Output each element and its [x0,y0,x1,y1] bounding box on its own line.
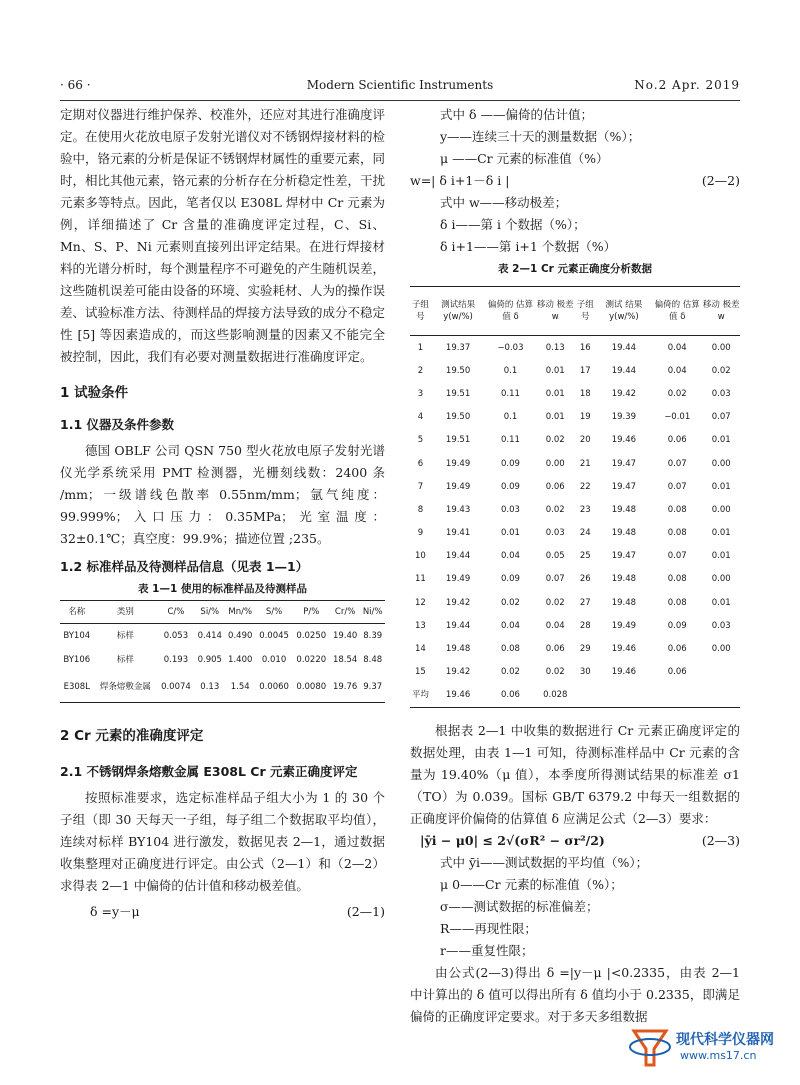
table-cell: 19.42 [445,597,471,608]
table-header-cell: 名称 [60,601,94,624]
table-cell: 19.42 [611,388,637,399]
table-cell: 9.37 [360,672,385,703]
table-cell: 8.39 [363,631,383,641]
table-cell: 2 [417,365,424,376]
table-cell: 0.03 [545,528,565,539]
table-cell: 0.08 [667,597,687,608]
table-cell: 0.09 [501,481,520,492]
table-cell: 0.03 [711,388,731,399]
intro-paragraph: 定期对仪器进行维护保养、校准外，还应对其进行准确度评定。在使用火花放电原子发射光谱仪对不锈钢焊接材料的检验中，铬元素的分析是保证不锈钢焊材属性的重要元素，同时，相比其他元素，铬元素的分析存在分析稳定性差，干扰元素多等特点。因此，笔者仅以 E308L 焊材中 Cr 元素为例，详细描述了 Cr 含量的准确度评定过程，C、Si、Mn、S、P、Ni 元素则直接列出评定结果。在进行焊接材料的光谱分析时，每个测量程序不可避免的产生随机误差，这些随机误差可能由设备的环境、实验耗材、人为的操作误差、试验标准方法、待测样品的焊接方法导致的成分不稳定性 [5] 等因素造成的，而这些影响测量的因素又不能完全被控制，因此，我们有必要对测量数据进行准确度评定。 [60,107,386,364]
table-caption: 表 1—1 使用的标准样品及待测样品 [138,583,307,595]
table-cell [575,684,596,708]
table-cell: 0.01 [545,365,565,376]
table-cell: 13 [414,620,426,631]
watermark-url: www.ms17.cn [680,1049,757,1062]
table-cell: 19.41 [445,528,471,539]
table-cell: 15 [414,667,426,678]
definition: μ 0——Cr 元素的标准值（%）； [440,877,623,892]
table-header-cell: 移动 极差 w [536,287,575,336]
table-cell: 0.07 [667,481,687,492]
table-cell: 19.47 [611,481,637,492]
definition: 式中 ȳi——测试数据的平均值（%）； [440,855,649,870]
table-row [410,568,740,591]
table-cell: 0.00 [711,574,731,585]
table-cell: 0.193 [163,655,189,665]
table-cell: 28 [579,620,591,631]
table-row [410,661,740,684]
table-cell: 1 [417,342,424,353]
table-cell: 19.44 [611,342,637,353]
equation [410,170,740,192]
table-row [410,475,740,498]
table-cell: BY104 [63,631,91,641]
table-cell: 25 [579,551,591,562]
table-cell: 18 [579,388,591,399]
table-row [410,429,740,452]
definition: δ i+1——第 i+1 个数据（%） [440,239,617,254]
table-cell: 0.02 [545,504,565,515]
definition: σ——测试数据的标准偏差； [440,899,599,914]
table-cell: 0.0220 [296,655,327,665]
table-cell: E308L [60,672,94,703]
table-cell: 11 [414,574,426,585]
table-cell: 1.54 [225,672,255,703]
table-cell: −0.01 [664,412,691,423]
table-cell: 6 [417,458,424,469]
table-cell: 0.02 [545,435,565,446]
table-cell: 19.47 [611,458,637,469]
table-cell: 5 [417,435,424,446]
table-cell: 0.1 [503,365,518,376]
table-cell: 19.46 [611,435,637,446]
table-cell: 0.02 [711,365,731,376]
table-cell: 0.07 [667,551,687,562]
table-cell: 19.48 [611,597,637,608]
table-header-cell: C/% [157,601,194,624]
subsection-heading: 1.2 标准样品及待测样品信息（见表 1—1） [60,559,309,574]
table-cell: 0.06 [545,481,565,492]
instrument-paragraph: 德国 OBLF 公司 QSN 750 型火花放电原子发射光谱仪光学系统采用 PMT 检测器，光栅刻线数：2400 条 /mm；一级谱线色散率 0.55nm/mm；氩气纯度：99.999%；入口压力：0.35MPa；光室温度：32±0.1℃；真空度：99.9%；描迹位置 ;235。 [60,443,385,546]
table-row [410,336,740,360]
table-cell: 0.04 [667,365,687,376]
table-cell: 12 [414,597,426,608]
table-cell: 0.02 [501,597,520,608]
watermark-name: 现代科学仪器网 [676,1032,774,1048]
section-heading: 2 Cr 元素的准确度评定 [60,728,204,744]
table-cell: 7 [417,481,424,492]
table-cell: 0.00 [711,504,731,515]
table-cell: 19.37 [445,342,471,353]
table-cell: 19.49 [611,620,637,631]
table-cell: 0.04 [545,620,565,631]
table-cell: −0.03 [497,342,524,353]
table-cell: 19.42 [445,667,471,678]
table-cell: 29 [579,644,591,655]
table-cell: 16 [579,342,591,353]
table-cell: 19.48 [611,504,637,515]
method-paragraph: 按照标准要求，选定标准样品子组大小为 1 的 30 个子组（即 30 天每天一子组，每子组二个数据取平均值），连续对标样 BY104 进行激发，数据见表 2—1，通过数据收集整理对正确度进行评定。由公式（2—1）和（2—2）求得表 2—1 中偏倚的估计值和移动极差值。 [60,790,385,893]
table-row [60,672,385,703]
table-cell [596,684,652,708]
table-header-cell: 子组号 [575,287,596,336]
table-row [410,359,740,382]
cr-accuracy-table [410,286,740,708]
table-cell: 21 [579,458,591,469]
table-cell: 0.053 [163,631,189,641]
table-cell: 0.03 [501,504,520,515]
table-cell: 0.07 [667,458,687,469]
table-row [410,614,740,637]
table-row [410,406,740,429]
table-cell: 19.44 [445,620,471,631]
left-column [60,104,385,923]
standard-samples-table [60,600,385,703]
table-row [410,591,740,614]
subsection-heading: 1.1 仪器及条件参数 [60,417,174,432]
page-header [60,78,740,98]
equation [410,830,740,852]
equation-number: (2—2) [701,173,740,188]
definition: r——重复性限； [440,943,534,958]
table-cell: 0.0074 [157,672,194,703]
table-cell: 0.06 [545,644,565,655]
table-cell: 0.02 [545,667,565,678]
equation-text: δ =y－μ [90,904,140,919]
table-caption: 表 2—1 Cr 元素正确度分析数据 [498,263,652,275]
table-cell: 20 [579,435,591,446]
table-header-cell: 测试结果 y(w/%) [431,287,486,336]
table-cell: 19.51 [445,388,471,399]
table-cell: 19.51 [445,435,471,446]
table-cell [702,661,740,684]
table-cell: 9 [417,528,424,539]
table-row [410,452,740,475]
table-cell: 30 [579,667,591,678]
table-cell: 0.04 [501,551,520,562]
table-cell: 0.0045 [259,631,289,641]
table-cell: 0.03 [711,620,731,631]
table-cell: 0.028 [536,684,575,708]
table-cell: 0.01 [711,435,731,446]
table-cell: 0.490 [228,631,253,641]
table-cell: 0.00 [711,342,731,353]
table-header-cell: Ni/% [360,601,385,624]
table-header-cell: Mn/% [225,601,255,624]
table-row [410,382,740,405]
table-cell: 10 [414,551,426,562]
table-cell: 19 [579,412,591,423]
page-number: · 66 · [60,78,91,92]
table-cell: 0.08 [667,504,687,515]
evaluation-paragraph: 根据表 2—1 中收集的数据进行 Cr 元素正确度评定的数据处理，由表 1—1 可知，待测标准样品中 Cr 元素的含量为 19.40%（μ 值），本季度所得测试结果的标准差 σ1（TO）为 0.039。国标 GB/T 6379.2 中每天一组数据的正确度评价偏倚的估算值 δ 应满足公式（2—3）要求： [410,723,740,826]
table-cell: 0.01 [711,481,731,492]
table-cell: 0.010 [261,655,287,665]
table-cell: 0.02 [501,667,520,678]
right-column [410,104,740,1028]
equation-text: w=| δ i+1－δ i | [410,173,510,188]
table-cell: 19.46 [611,644,637,655]
table-cell: 焊条熔敷金属 [94,672,158,703]
definition: 式中 w——移动极差； [440,195,568,210]
table-row [410,545,740,568]
table-cell: 19.49 [445,458,471,469]
table-header-cell: P/% [293,601,330,624]
table-cell: 0.01 [711,551,731,562]
table-header-cell: 偏倚的 估算值 δ [485,287,535,336]
table-header-cell: 类别 [94,601,158,624]
table-cell: 14 [414,644,426,655]
definition: 式中 δ ——偏倚的估计值； [440,107,593,122]
funnel-logo-icon [626,1023,674,1071]
table-cell: 0.08 [667,528,687,539]
table-header-cell: S/% [255,601,292,624]
definition: δ i——第 i 个数据（%）； [440,217,586,232]
table-cell: 19.49 [445,481,471,492]
table-cell: 0.01 [545,388,565,399]
table-cell: 0.13 [545,342,565,353]
table-cell: 0.1 [503,412,518,423]
section-heading: 1 试验条件 [60,385,129,401]
table-cell: 0.00 [711,644,731,655]
equation [60,901,385,923]
table-cell: 0.13 [195,672,225,703]
table-cell: 19.46 [431,684,486,708]
table-cell: 8.48 [363,655,383,665]
table-cell: 0.02 [667,388,687,399]
table-cell: 0.00 [711,458,731,469]
table-cell: 22 [579,481,591,492]
table-cell: 0.06 [667,435,687,446]
table-cell: 19.44 [611,365,637,376]
table-cell: 标样 [116,631,134,641]
table-cell: 0.905 [197,655,222,665]
table-cell: 1.400 [228,655,253,665]
table-header-cell: 偏倚的 估算值 δ [652,287,702,336]
table-cell: 0.05 [545,551,565,562]
table-cell: 0.01 [545,412,565,423]
table-cell: 19.76 [330,672,360,703]
table-cell [702,684,740,708]
table-cell: 19.48 [445,644,471,655]
table-cell: 19.47 [611,551,637,562]
table-cell: 0.01 [711,597,731,608]
table-cell: 0.01 [711,528,731,539]
table-header-cell: 移动 极差 w [702,287,740,336]
table-cell: 17 [579,365,591,376]
table-header-cell: Cr/% [330,601,360,624]
journal-name: Modern Scientific Instruments [306,78,494,92]
table-row [410,684,740,708]
table-cell: 19.50 [445,412,471,423]
table-cell: 0.09 [501,458,520,469]
equation-text: |ȳi − μ0| ≤ 2√(σR² − σr²/2) [420,833,605,848]
equation-number: (2—3) [701,833,740,848]
table-cell: 19.39 [611,412,637,423]
table-row [60,624,385,649]
table-cell: 0.04 [667,342,687,353]
table-cell: 19.48 [611,528,637,539]
table-cell: 19.43 [445,504,471,515]
table-cell: 0.08 [501,644,520,655]
table-cell: 19.50 [445,365,471,376]
table-cell: 平均 [410,684,431,708]
definition: μ ——Cr 元素的标准值（%） [440,151,609,166]
table-cell: 0.11 [501,435,520,446]
table-cell: 0.08 [667,574,687,585]
definition: R——再现性限； [440,921,537,936]
table-cell: 0.06 [485,684,535,708]
table-header-cell: 子组号 [410,287,431,336]
table-cell: 19.40 [332,631,358,641]
subsection-heading: 2.1 不锈钢焊条熔敷金属 E308L Cr 元素正确度评定 [60,764,358,779]
table-cell: BY106 [63,655,91,665]
table-row [410,637,740,660]
table-cell: 19.48 [611,574,637,585]
table-cell: 24 [579,528,591,539]
table-cell: 18.54 [332,655,358,665]
table-cell: 23 [579,504,591,515]
table-cell [652,684,702,708]
header-rule [60,100,740,101]
table-cell: 0.09 [667,620,687,631]
table-cell: 4 [417,412,424,423]
table-cell: 0.01 [501,528,520,539]
table-cell: 0.11 [501,388,520,399]
table-cell: 标样 [116,655,134,665]
table-cell: 0.414 [197,631,222,641]
table-cell: 0.0080 [293,672,330,703]
table-cell: 0.06 [667,667,687,678]
issue-date: No.2 Apr. 2019 [634,78,740,92]
table-cell: 0.02 [545,597,565,608]
table-cell: 26 [579,574,591,585]
table-cell: 27 [579,597,591,608]
table-cell: 0.0060 [255,672,292,703]
table-row [410,498,740,521]
watermark-logo [626,1023,786,1071]
table-header-cell: Si/% [195,601,225,624]
table-cell: 0.07 [545,574,565,585]
definition: y——连续三十天的测量数据（%）； [440,129,641,144]
conclusion-paragraph: 由公式(2—3)得出 δ =|y－μ |<0.2335，由表 2—1 中计算出的 δ 值可以得出所有 δ 值均小于 0.2335，即满足偏倚的正确度评定要求。对于多天多组数据 [410,965,740,1024]
table-cell: 19.49 [445,574,471,585]
table-cell: 0.09 [501,574,520,585]
table-row [60,648,385,672]
table-row [410,522,740,545]
table-cell: 8 [417,504,424,515]
equation-number: (2—1) [346,904,385,919]
table-cell: 19.44 [445,551,471,562]
table-cell: 0.07 [711,412,731,423]
table-header-cell: 测试 结果 y(w/%) [596,287,652,336]
table-cell: 0.04 [501,620,520,631]
table-cell: 0.00 [545,458,565,469]
table-cell: 0.0250 [296,631,327,641]
table-cell: 0.06 [667,644,687,655]
table-cell: 19.46 [611,667,637,678]
table-cell: 3 [417,388,424,399]
